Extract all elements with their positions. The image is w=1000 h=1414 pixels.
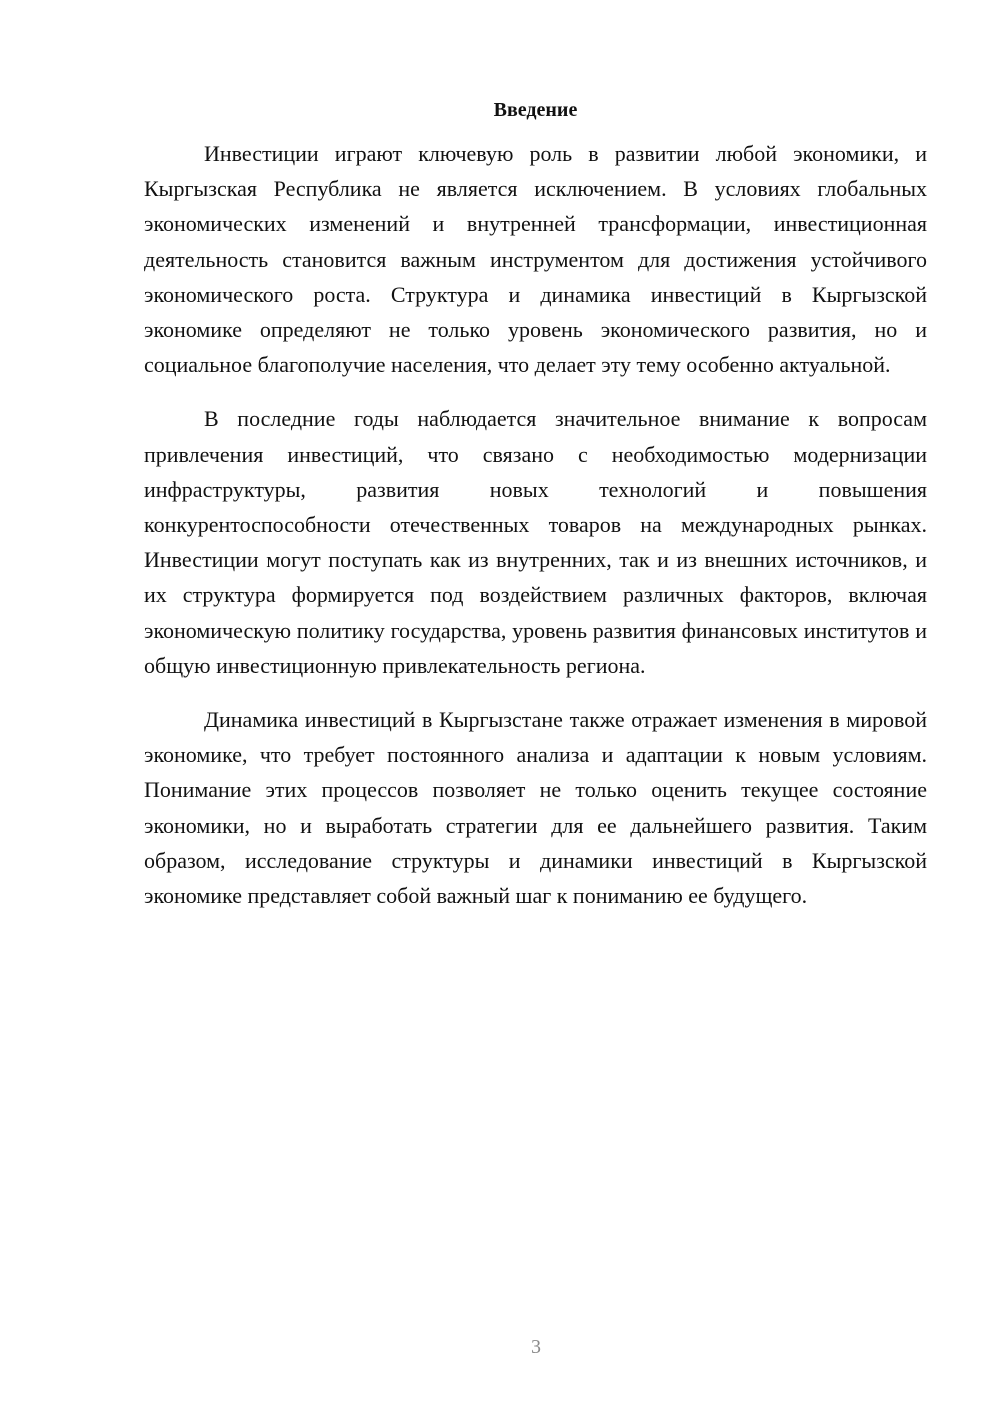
paragraph-3: Динамика инвестиций в Кыргызстане также отражает изменения в мировой экономике, что требует постоянного анализа и адаптации к новым условиям. Понимание этих процессов позволяет не только оценить текущее состояние экономики, но и выработать стратегии для ее дальнейшего развития. Таким образом, исследование структуры и динамики инвестиций в Кыргызской экономике представляет собой важный шаг к пониманию ее будущего. bbox=[144, 707, 927, 909]
page-content bbox=[144, 92, 927, 932]
section-heading: Введение bbox=[493, 99, 578, 121]
page-number: 3 bbox=[531, 1336, 541, 1358]
paragraph-2: В последние годы наблюдается значительное внимание к вопросам привлечения инвестиций, что связано с необходимостью модернизации инфраструктуры, развития новых технологий и повышения конкурентоспособности отечественных товаров на международных рынках. Инвестиции могут поступать как из внутренних, так и из внешних источников, и их структура формируется под воздействием различных факторов, включая экономическую политику государства, уровень развития финансовых институтов и общую инвестиционную привлекательность региона. bbox=[144, 406, 927, 678]
paragraph-1: Инвестиции играют ключевую роль в развитии любой экономики, и Кыргызская Республика не является исключением. В условиях глобальных экономических изменений и внутренней трансформации, инвестиционная деятельность становится важным инструментом для достижения устойчивого экономического роста. Структура и динамика инвестиций в Кыргызской экономике определяют не только уровень экономического развития, но и социальное благополучие населения, что делает эту тему особенно актуальной. bbox=[144, 141, 927, 378]
